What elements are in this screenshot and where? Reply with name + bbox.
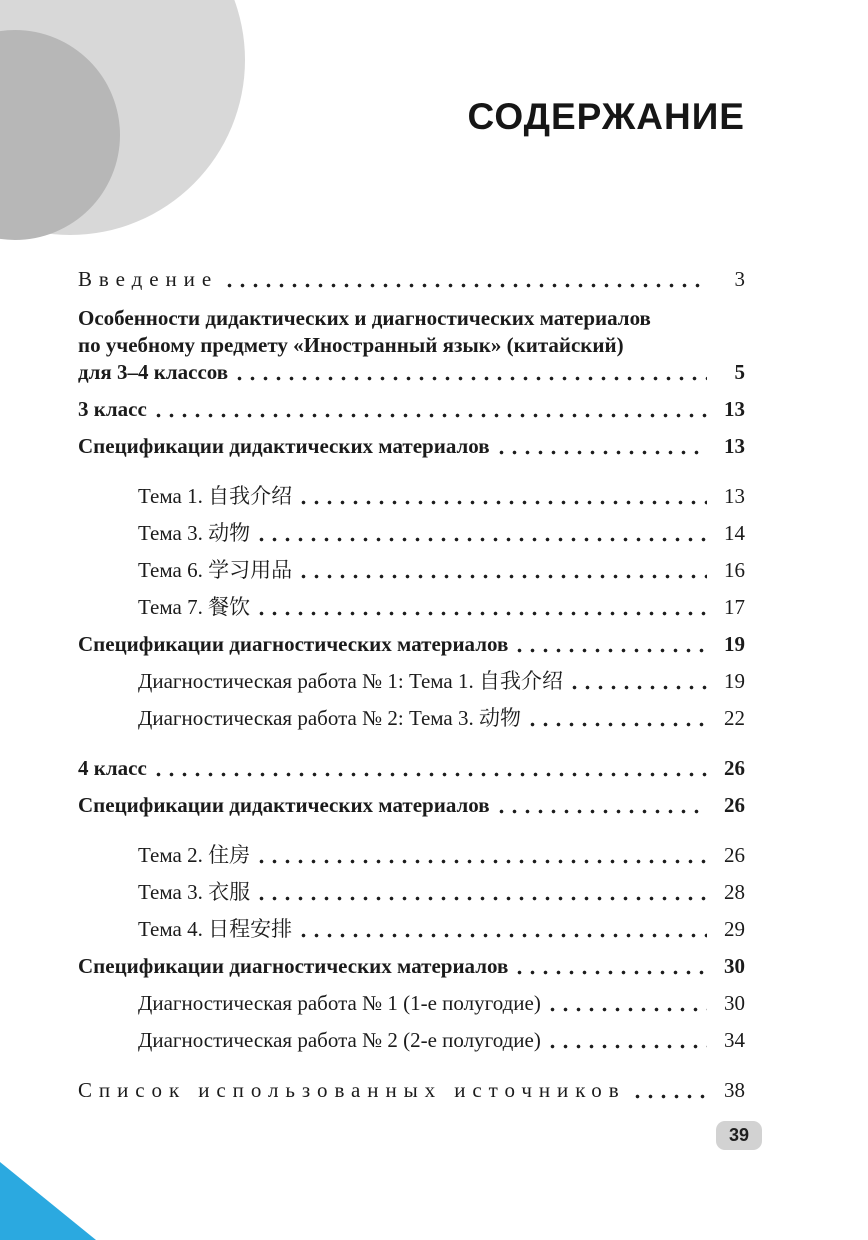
toc-entry-line: Особенности дидактических и диагностических материалов bbox=[78, 306, 651, 330]
toc-entry-page: 26 bbox=[724, 843, 745, 867]
toc-entry bbox=[78, 305, 745, 385]
toc-entry-page: 17 bbox=[724, 595, 745, 619]
page-number-badge: 39 bbox=[716, 1121, 762, 1150]
toc-entry bbox=[78, 594, 745, 620]
toc-entry-page: 16 bbox=[724, 558, 745, 582]
toc-entry-label: 4 класс bbox=[78, 756, 147, 780]
toc-entry-page: 22 bbox=[724, 706, 745, 730]
toc-entry-line: по учебному предмету «Иностранный язык» (китайский) bbox=[78, 333, 624, 357]
toc-entry-page: 29 bbox=[724, 917, 745, 941]
toc-entry-label: Тема 6. 学习用品 bbox=[138, 558, 293, 582]
toc-entry bbox=[78, 520, 745, 546]
toc-entry-label: для 3–4 классов bbox=[78, 360, 229, 384]
toc-entry-last-line bbox=[78, 359, 745, 385]
toc-entry bbox=[78, 483, 745, 509]
dot-leader bbox=[156, 755, 707, 781]
toc-entry-page: 13 bbox=[724, 397, 745, 421]
toc-entry-page: 19 bbox=[724, 669, 745, 693]
dot-leader bbox=[259, 842, 707, 868]
dot-leader bbox=[259, 879, 707, 905]
toc-entry-label: Диагностическая работа № 2 (2-е полугодие) bbox=[138, 1028, 541, 1052]
toc-entry-page: 3 bbox=[734, 267, 745, 291]
toc-entry bbox=[78, 1077, 745, 1103]
toc-entry-label: 3 класс bbox=[78, 397, 147, 421]
toc-entry-label: Спецификации диагностических материалов bbox=[78, 954, 509, 978]
toc-entry bbox=[78, 557, 745, 583]
toc-entry-label: Список использованных источников bbox=[78, 1078, 626, 1102]
toc-entry bbox=[78, 842, 745, 868]
toc-entry bbox=[78, 879, 745, 905]
dot-leader bbox=[156, 396, 707, 422]
toc-entry bbox=[78, 792, 745, 818]
toc-entry bbox=[78, 266, 745, 292]
dot-leader bbox=[635, 1077, 707, 1103]
dot-leader bbox=[301, 557, 707, 583]
toc-entry-page: 19 bbox=[724, 632, 745, 656]
toc-entry bbox=[78, 668, 745, 694]
toc-entry-page: 30 bbox=[724, 991, 745, 1015]
toc-entry bbox=[78, 433, 745, 459]
toc-entry-label: Тема 2. 住房 bbox=[138, 843, 251, 867]
toc-entry-label: Спецификации диагностических материалов bbox=[78, 632, 509, 656]
toc-entry bbox=[78, 396, 745, 422]
dot-leader bbox=[517, 631, 707, 657]
dot-leader bbox=[517, 953, 707, 979]
table-of-contents bbox=[78, 266, 745, 1103]
toc-entry-label: Спецификации дидактических материалов bbox=[78, 434, 490, 458]
toc-entry-label: Диагностическая работа № 1 (1-е полугодие) bbox=[138, 991, 541, 1015]
dot-leader bbox=[499, 792, 707, 818]
toc-entry-page: 13 bbox=[724, 484, 745, 508]
dot-leader bbox=[237, 359, 707, 385]
toc-entry-page: 28 bbox=[724, 880, 745, 904]
toc-entry-page: 38 bbox=[724, 1078, 745, 1102]
toc-entry-page: 30 bbox=[724, 954, 745, 978]
toc-entry-label: Диагностическая работа № 1: Тема 1. 自我介绍 bbox=[138, 669, 564, 693]
dot-leader bbox=[301, 483, 707, 509]
page-title: СОДЕРЖАНИЕ bbox=[467, 96, 745, 137]
toc-entry-page: 5 bbox=[734, 360, 745, 384]
dot-leader bbox=[572, 668, 707, 694]
corner-triangle-decoration bbox=[0, 1162, 96, 1240]
toc-entry-page: 26 bbox=[724, 756, 745, 780]
toc-entry bbox=[78, 631, 745, 657]
toc-entry-label: Тема 3. 动物 bbox=[138, 521, 251, 545]
toc-entry-label: Тема 4. 日程安排 bbox=[138, 917, 293, 941]
toc-entry bbox=[78, 705, 745, 731]
toc-entry-label: Введение bbox=[78, 267, 219, 291]
dot-leader bbox=[259, 520, 707, 546]
toc-entry-page: 26 bbox=[724, 793, 745, 817]
toc-entry-page: 13 bbox=[724, 434, 745, 458]
toc-entry bbox=[78, 990, 745, 1016]
toc-entry-label: Диагностическая работа № 2: Тема 3. 动物 bbox=[138, 706, 522, 730]
toc-entry bbox=[78, 1027, 745, 1053]
dot-leader bbox=[550, 1027, 707, 1053]
toc-entry-label: Спецификации дидактических материалов bbox=[78, 793, 490, 817]
toc-entry-label: Тема 7. 餐饮 bbox=[138, 595, 251, 619]
dot-leader bbox=[259, 594, 707, 620]
toc-entry bbox=[78, 953, 745, 979]
dot-leader bbox=[227, 266, 707, 292]
toc-entry bbox=[78, 755, 745, 781]
dot-leader bbox=[301, 916, 707, 942]
dot-leader bbox=[530, 705, 707, 731]
toc-entry-page: 14 bbox=[724, 521, 745, 545]
toc-entry-page: 34 bbox=[724, 1028, 745, 1052]
toc-entry-label: Тема 1. 自我介绍 bbox=[138, 484, 293, 508]
dot-leader bbox=[499, 433, 707, 459]
dot-leader bbox=[550, 990, 707, 1016]
toc-entry bbox=[78, 916, 745, 942]
toc-entry-label: Тема 3. 衣服 bbox=[138, 880, 251, 904]
